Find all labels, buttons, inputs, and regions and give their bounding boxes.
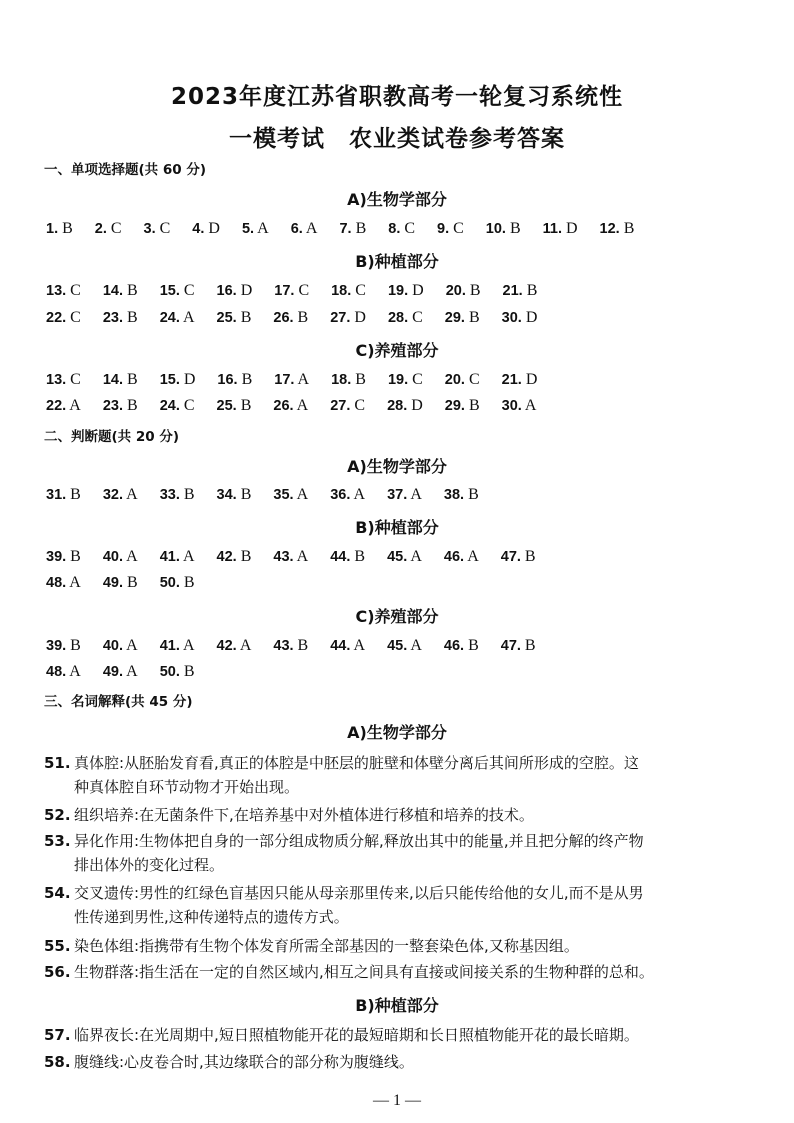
answer-row	[46, 397, 558, 415]
question-number: 40.	[102, 549, 124, 565]
answer-letter: B	[464, 637, 479, 654]
answer-letter: A	[66, 663, 81, 680]
answer-letter: D	[350, 309, 366, 326]
answer-letter: C	[106, 220, 122, 237]
answer-item	[388, 220, 415, 238]
answer-item	[274, 371, 309, 389]
answer-item	[46, 220, 73, 238]
definition-text: 生物群落:指生活在一定的自然区域内,相互之间具有直接或间接关系的生物种群的总和。	[74, 963, 654, 981]
answer-item	[160, 574, 195, 592]
question-number: 46.	[443, 638, 465, 654]
answer-item	[387, 637, 422, 655]
answer-row	[46, 309, 559, 327]
answer-item	[339, 220, 366, 238]
question-number: 48.	[46, 575, 67, 591]
question-number: 20.	[444, 372, 465, 388]
answer-letter: A	[294, 371, 310, 388]
answer-letter: B	[464, 309, 480, 326]
answer-row	[46, 548, 558, 566]
answer-letter: C	[400, 220, 416, 237]
answer-item	[446, 282, 481, 300]
question-number: 31.	[46, 487, 67, 503]
definition-text: 腹缝线:心皮卷合时,其边缘联合的部分称为腹缝线。	[74, 1053, 414, 1071]
question-number: 8.	[388, 221, 401, 237]
definition-text: 临界夜长:在光周期中,短日照植物能开花的最短暗期和长日照植物能开花的最长暗期。	[74, 1026, 639, 1044]
part-heading: A)生物学部分	[347, 190, 447, 209]
answer-item	[103, 663, 138, 681]
definition-text: 染色体组:指携带有生物个体发育所需全部基因的一整套染色体,又称基因组。	[74, 937, 579, 955]
question-number: 15.	[159, 372, 180, 388]
answer-item	[46, 371, 81, 389]
answer-item	[217, 548, 252, 566]
answer-item	[46, 397, 81, 415]
question-number: 44.	[330, 549, 351, 565]
question-number: 13.	[46, 372, 67, 388]
answer-letter: B	[465, 282, 481, 299]
answer-item	[387, 548, 422, 566]
section-heading: 二、判断题(共 20 分)	[44, 429, 180, 445]
answer-item	[445, 397, 480, 415]
question-number: 44.	[330, 638, 351, 654]
question-number: 22.	[46, 398, 67, 414]
question-number: 15.	[159, 283, 180, 299]
question-number: 47.	[500, 638, 521, 654]
answer-letter: C	[408, 371, 423, 388]
answer-letter: A	[123, 486, 138, 503]
answer-item	[46, 574, 81, 592]
question-number: 30.	[501, 310, 522, 326]
answer-item	[330, 397, 365, 415]
answer-letter: B	[522, 282, 538, 299]
answer-item	[103, 637, 138, 655]
answer-item	[46, 663, 81, 681]
definition-number: 55.	[44, 937, 71, 955]
answer-letter: B	[464, 397, 480, 414]
answer-letter: D	[561, 220, 578, 237]
answer-item	[543, 220, 578, 238]
answer-item	[388, 371, 423, 389]
answer-item	[444, 637, 479, 655]
question-number: 16.	[217, 372, 238, 388]
question-number: 14.	[102, 283, 124, 299]
question-number: 39.	[46, 638, 67, 654]
answer-letter: B	[619, 220, 635, 237]
definition-text: 交叉遗传:男性的红绿色盲基因只能从母亲那里传来,以后只能传给他的女儿,而不是从男	[74, 884, 644, 902]
part-heading: C)养殖部分	[355, 607, 439, 626]
definition-number: 58.	[44, 1053, 71, 1071]
answer-letter: A	[123, 548, 138, 565]
answer-letter: B	[123, 309, 138, 326]
answer-letter: A	[293, 548, 309, 565]
answer-item	[387, 486, 422, 504]
question-number: 33.	[159, 487, 180, 503]
answer-letter: B	[123, 397, 138, 414]
answer-letter: D	[408, 282, 424, 299]
question-number: 38.	[443, 487, 465, 503]
definition-item	[44, 934, 762, 958]
answer-letter: C	[66, 309, 81, 326]
question-number: 21.	[502, 283, 523, 299]
answer-item	[273, 397, 308, 415]
part-heading: B)种植部分	[355, 996, 439, 1015]
definition-text-cont: 排出体外的变化过程。	[74, 856, 225, 874]
answer-item	[501, 637, 536, 655]
question-number: 26.	[273, 310, 294, 326]
definition-text: 组织培养:在无菌条件下,在培养基中对外植体进行移植和培养的技术。	[74, 806, 534, 824]
answer-item	[330, 548, 365, 566]
answer-item	[46, 637, 81, 655]
question-number: 25.	[216, 398, 237, 414]
answer-item	[445, 309, 480, 327]
answer-item	[46, 309, 81, 327]
question-number: 4.	[192, 221, 205, 237]
answer-letter: C	[408, 309, 423, 326]
answer-letter: B	[123, 282, 138, 299]
answer-letter: B	[237, 371, 253, 388]
question-number: 13.	[46, 283, 67, 299]
answer-item	[331, 282, 366, 300]
definition-number: 53.	[44, 832, 71, 850]
question-number: 17.	[274, 372, 295, 388]
answer-item	[444, 486, 479, 504]
answer-letter: C	[66, 371, 81, 388]
answer-letter: B	[66, 548, 81, 565]
answer-letter: B	[179, 486, 195, 503]
answer-item	[273, 548, 308, 566]
question-number: 17.	[274, 283, 295, 299]
answer-letter: D	[179, 371, 196, 388]
question-number: 41.	[159, 549, 180, 565]
answer-letter: A	[521, 397, 537, 414]
answer-item	[273, 637, 308, 655]
question-number: 42.	[216, 549, 237, 565]
answer-item	[388, 282, 424, 300]
question-number: 39.	[46, 549, 67, 565]
question-number: 27.	[330, 310, 351, 326]
question-number: 40.	[102, 638, 124, 654]
answer-letter: C	[179, 282, 195, 299]
answer-item	[103, 309, 138, 327]
definition-item	[44, 960, 762, 984]
answer-letter: B	[236, 397, 252, 414]
answer-item	[501, 548, 536, 566]
answer-letter: C	[350, 397, 366, 414]
question-number: 25.	[216, 310, 237, 326]
answer-item	[387, 397, 423, 415]
answer-letter: A	[179, 548, 195, 565]
part-heading: C)养殖部分	[355, 341, 439, 360]
answer-item	[217, 397, 252, 415]
question-number: 49.	[102, 575, 124, 591]
definition-item	[44, 829, 762, 877]
answer-letter: A	[302, 220, 318, 237]
answer-item	[160, 371, 196, 389]
answer-letter: B	[236, 309, 252, 326]
definition-item	[44, 803, 762, 827]
answer-letter: B	[520, 548, 536, 565]
answer-letter: C	[351, 282, 366, 299]
page-title-line2: 一模考试 农业类试卷参考答案	[229, 126, 565, 152]
definition-number: 56.	[44, 963, 71, 981]
answer-letter: A	[236, 637, 252, 654]
answer-item	[46, 548, 81, 566]
answer-letter: A	[293, 397, 309, 414]
question-number: 43.	[273, 638, 294, 654]
answer-letter: D	[236, 282, 253, 299]
question-number: 50.	[159, 664, 180, 680]
answer-letter: B	[179, 663, 195, 680]
question-number: 49.	[102, 664, 124, 680]
definition-text-cont: 种真体腔自环节动物才开始出现。	[74, 778, 300, 796]
answer-item	[103, 486, 138, 504]
answer-letter: C	[464, 371, 480, 388]
definition-item	[44, 881, 762, 929]
answer-letter: B	[179, 574, 195, 591]
question-number: 47.	[500, 549, 521, 565]
question-number: 19.	[387, 283, 409, 299]
question-number: 45.	[387, 549, 408, 565]
answer-item	[273, 309, 308, 327]
answer-letter: C	[449, 220, 464, 237]
answer-item	[46, 282, 81, 300]
question-number: 50.	[159, 575, 180, 591]
answer-row	[46, 282, 559, 300]
question-number: 28.	[387, 310, 409, 326]
answer-item	[160, 548, 195, 566]
answer-letter: C	[294, 282, 310, 299]
answer-letter: B	[123, 371, 138, 388]
answer-letter: A	[407, 637, 422, 654]
question-number: 10.	[485, 221, 506, 237]
answer-item	[388, 309, 423, 327]
definition-item	[44, 751, 762, 799]
answer-letter: A	[179, 637, 195, 654]
answer-row	[46, 574, 217, 592]
answer-item	[331, 371, 366, 389]
part-heading: B)种植部分	[355, 518, 439, 537]
question-number: 18.	[331, 372, 352, 388]
answer-item	[217, 371, 252, 389]
answer-letter: B	[236, 548, 252, 565]
answer-letter: B	[505, 220, 521, 237]
question-number: 35.	[273, 487, 294, 503]
answer-row	[46, 486, 501, 504]
definition-text: 异化作用:生物体把自身的一部分组成物质分解,释放出其中的能量,并且把分解的终产物	[74, 832, 644, 850]
answer-letter: B	[520, 637, 536, 654]
answer-item	[95, 220, 122, 238]
question-number: 46.	[443, 549, 465, 565]
answer-letter: B	[66, 486, 81, 503]
answer-item	[502, 397, 537, 415]
answer-letter: B	[236, 486, 252, 503]
question-number: 32.	[102, 487, 124, 503]
answer-letter: A	[179, 309, 195, 326]
question-number: 9.	[437, 221, 450, 237]
question-number: 5.	[241, 221, 255, 237]
answer-item	[330, 637, 365, 655]
answer-item	[486, 220, 521, 238]
question-number: 29.	[444, 398, 465, 414]
question-number: 24.	[159, 310, 180, 326]
answer-item	[46, 486, 81, 504]
answer-letter: A	[123, 663, 138, 680]
answer-letter: A	[350, 637, 366, 654]
answer-letter: D	[407, 397, 423, 414]
answer-item	[330, 309, 366, 327]
answer-letter: D	[204, 220, 220, 237]
question-number: 12.	[599, 221, 620, 237]
answer-letter: D	[521, 309, 538, 326]
answer-item	[437, 220, 464, 238]
answer-letter: A	[66, 574, 81, 591]
definition-text-cont: 性传递到男性,这种传递特点的遗传方式。	[74, 908, 349, 926]
question-number: 21.	[501, 372, 522, 388]
answer-item	[160, 663, 195, 681]
answer-letter: A	[407, 486, 422, 503]
question-number: 27.	[330, 398, 351, 414]
answer-item	[217, 309, 252, 327]
section-heading: 三、名词解释(共 45 分)	[44, 694, 193, 710]
question-number: 48.	[46, 664, 67, 680]
answer-letter: B	[293, 309, 309, 326]
answer-letter: B	[293, 637, 309, 654]
question-number: 28.	[387, 398, 408, 414]
question-number: 26.	[273, 398, 294, 414]
definition-number: 52.	[44, 806, 71, 824]
definition-item	[44, 1050, 762, 1074]
answer-item	[274, 282, 309, 300]
answer-letter: C	[66, 282, 81, 299]
answer-item	[160, 282, 195, 300]
question-number: 37.	[387, 487, 408, 503]
answer-item	[291, 220, 318, 238]
question-number: 29.	[444, 310, 465, 326]
question-number: 22.	[46, 310, 67, 326]
part-heading: A)生物学部分	[347, 723, 447, 742]
question-number: 24.	[159, 398, 180, 414]
question-number: 7.	[339, 221, 352, 237]
definition-text: 真体腔:从胚胎发育看,真正的体腔是中胚层的脏壁和体壁分离后其间所形成的空腔。这	[74, 754, 639, 772]
question-number: 23.	[102, 310, 124, 326]
answer-item	[503, 282, 538, 300]
answer-letter: C	[155, 220, 171, 237]
question-number: 19.	[387, 372, 409, 388]
answer-item	[445, 371, 480, 389]
answer-letter: B	[350, 548, 366, 565]
definition-number: 57.	[44, 1026, 71, 1044]
answer-item	[103, 548, 138, 566]
answer-item	[103, 397, 138, 415]
question-number: 3.	[143, 221, 156, 237]
answer-row	[46, 220, 656, 238]
definition-number: 51.	[44, 754, 71, 772]
answer-item	[160, 637, 195, 655]
answer-item	[273, 486, 308, 504]
answer-item	[192, 220, 220, 238]
answer-letter: A	[254, 220, 269, 237]
definition-item	[44, 1023, 762, 1047]
question-number: 11.	[542, 221, 562, 237]
question-number: 41.	[159, 638, 180, 654]
answer-row	[46, 663, 217, 681]
question-number: 6.	[290, 221, 303, 237]
answer-letter: A	[350, 486, 366, 503]
answer-letter: C	[179, 397, 195, 414]
question-number: 2.	[94, 221, 107, 237]
answer-letter: D	[521, 371, 538, 388]
section-heading: 一、单项选择题(共 60 分)	[44, 162, 207, 178]
answer-item	[502, 309, 538, 327]
question-number: 36.	[330, 487, 351, 503]
answer-letter: B	[351, 220, 367, 237]
answer-letter: A	[464, 548, 479, 565]
question-number: 45.	[387, 638, 408, 654]
answer-item	[103, 574, 138, 592]
answer-item	[144, 220, 171, 238]
answer-item	[600, 220, 635, 238]
question-number: 23.	[102, 398, 124, 414]
question-number: 30.	[501, 398, 522, 414]
answer-letter: A	[123, 637, 138, 654]
answer-item	[444, 548, 479, 566]
part-heading: A)生物学部分	[347, 457, 447, 476]
question-number: 18.	[331, 283, 352, 299]
answer-item	[217, 282, 253, 300]
question-number: 42.	[216, 638, 237, 654]
answer-letter: B	[66, 637, 81, 654]
answer-row	[46, 637, 558, 655]
answer-item	[502, 371, 538, 389]
answer-letter: B	[58, 220, 73, 237]
answer-item	[160, 486, 195, 504]
answer-letter: B	[464, 486, 479, 503]
question-number: 1.	[46, 221, 59, 237]
question-number: 20.	[445, 283, 466, 299]
question-number: 14.	[102, 372, 124, 388]
answer-item	[103, 282, 138, 300]
answer-item	[160, 309, 195, 327]
answer-letter: B	[351, 371, 366, 388]
answer-letter: A	[293, 486, 309, 503]
part-heading: B)种植部分	[355, 252, 439, 271]
answer-row	[46, 371, 559, 389]
answer-item	[217, 486, 252, 504]
page-number: — 1 —	[373, 1092, 421, 1109]
question-number: 43.	[273, 549, 294, 565]
answer-item	[217, 637, 252, 655]
page-title-line1: 2023年度江苏省职教高考一轮复习系统性	[170, 84, 623, 110]
answer-letter: B	[123, 574, 138, 591]
answer-item	[242, 220, 269, 238]
answer-letter: A	[66, 397, 81, 414]
answer-letter: A	[407, 548, 422, 565]
answer-item	[103, 371, 138, 389]
question-number: 34.	[216, 487, 237, 503]
answer-item	[160, 397, 195, 415]
definition-number: 54.	[44, 884, 71, 902]
question-number: 16.	[216, 283, 237, 299]
answer-item	[330, 486, 365, 504]
